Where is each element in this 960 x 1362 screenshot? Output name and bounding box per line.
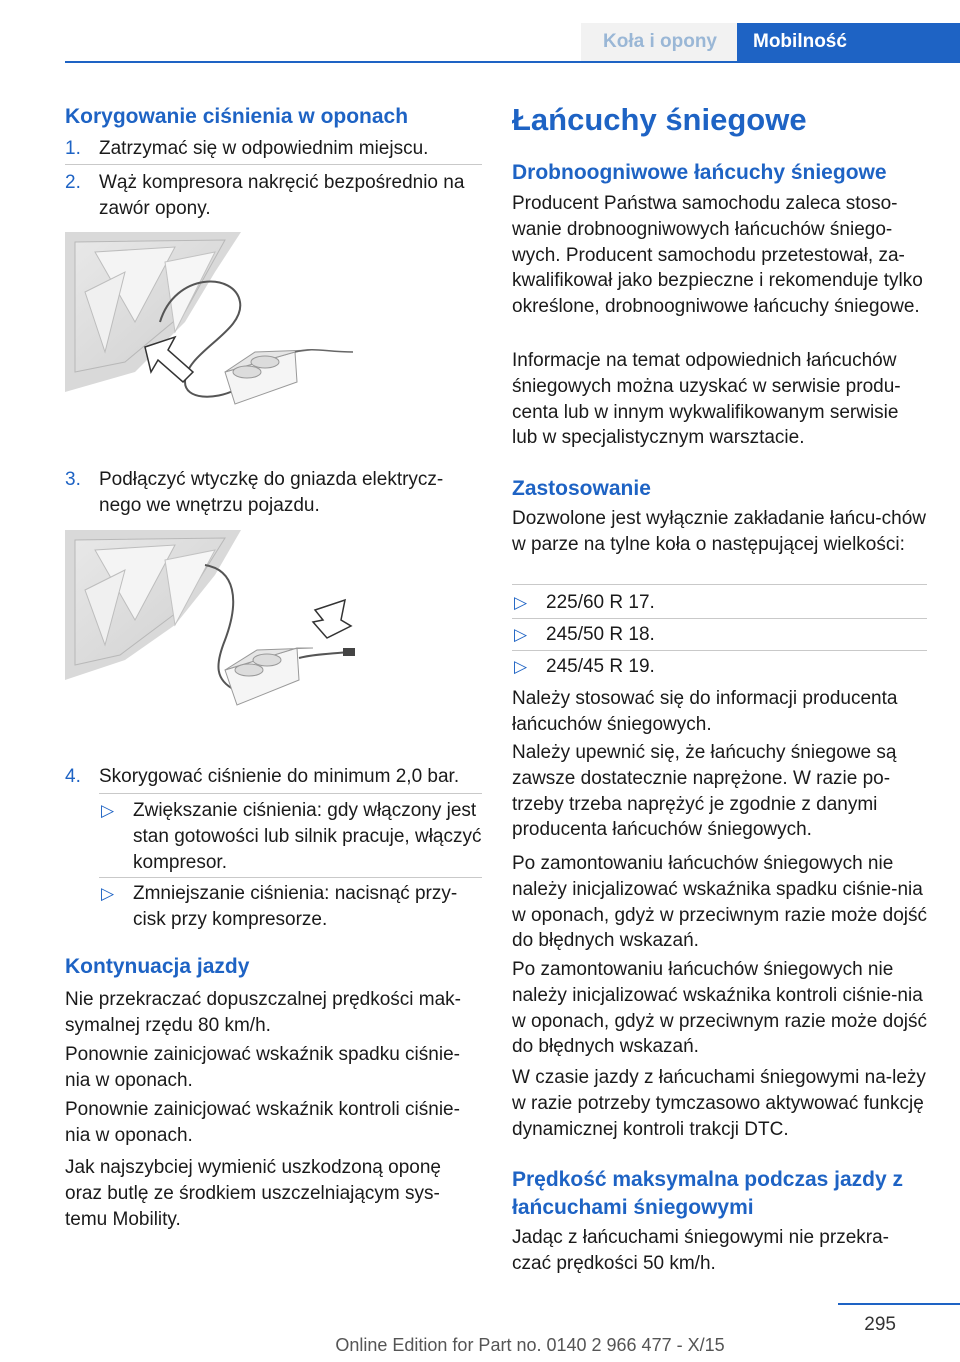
heading-continue: Kontynuacja jazdy [65,955,250,978]
triangle-bullet-icon: ▷ [514,625,528,644]
step-number: 3. [65,469,81,490]
triangle-bullet-icon: ▷ [514,657,528,676]
footer-rule [838,1303,960,1305]
header-rule [65,61,960,63]
step-text: Zatrzymać się w odpowiednim miejscu. [99,138,429,159]
heading-pressure: Korygowanie ciśnienia w oponach [65,105,409,128]
section-tab: Koła i opony [581,23,737,61]
substep-text: Zmniejszanie ciśnienia: nacisnąć przy-cisk przy kompresorze. [133,883,458,930]
paragraph: Producent Państwa samochodu zaleca stoso-wanie drobnoogniwowych łańcuchów śniego-wych. Producent samochodu przetestował, za-kwalifikował jako bezpieczne i rekomenduje tylko określone, drobnoogniwowe łańcuchy śniegowe. [512,193,923,318]
heading-use: Zastosowanie [512,477,651,500]
list-divider [512,584,927,585]
paragraph: Dozwolone jest wyłącznie zakładanie łańcu-chów w parze na tylne koła o następującej wielkości: [512,508,926,555]
chapter-tab: Mobilność [737,23,960,61]
paragraph: Należy upewnić się, że łańcuchy śniegowe są zawsze dostatecznie naprężone. W razie po-trzeby trzeba naprężyć je zgodnie z danymi producenta łańcuchów śniegowych. [512,742,897,841]
size-text: 245/50 R 18. [546,624,655,645]
heading-fine-chains: Drobnoogniwowe łańcuchy śniegowe [512,161,887,184]
substep-divider [99,793,482,794]
paragraph: Należy stosować się do informacji producenta łańcuchów śniegowych. [512,688,898,735]
step-number: 2. [65,172,81,193]
paragraph: Ponownie zainicjować wskaźnik spadku ciśnie-nia w oponach. [65,1044,460,1091]
figure-hose-on-valve [65,232,361,412]
triangle-bullet-icon: ▷ [514,593,528,612]
heading-max-speed: Prędkość maksymalna podczas jazdy z łańcuchami śniegowymi [512,1168,904,1219]
paragraph: Jadąc z łańcuchami śniegowymi nie przekra-czać prędkości 50 km/h. [512,1227,889,1274]
step-text: Skorygować ciśnienie do minimum 2,0 bar. [99,766,460,787]
substep-text: Zwiększanie ciśnienia: gdy włączony jest stan gotowości lub silnik pracuje, włączyć kompresor. [133,800,482,873]
step-number: 4. [65,766,81,787]
paragraph: Jak najszybciej wymienić uszkodzoną oponę oraz butlę ze środkiem uszczelniającym sys-temu Mobility. [65,1157,441,1230]
step-number: 1. [65,138,81,159]
header-tabs [581,23,960,61]
triangle-bullet-icon: ▷ [101,801,115,820]
step-divider [65,164,482,165]
section-title: Łańcuchy śniegowe [512,102,807,137]
paragraph: Ponownie zainicjować wskaźnik kontroli ciśnie-nia w oponach. [65,1099,460,1146]
paragraph: W czasie jazdy z łańcuchami śniegowymi na-leży w razie potrzeby tymczasowo aktywować funkcję dynamicznej kontroli trakcji DTC. [512,1067,926,1140]
substep-divider [99,877,482,878]
paragraph: Po zamontowaniu łańcuchów śniegowych nie należy inicjalizować wskaźnika kontroli ciśnie-nia w oponach, gdyż w przeciwnym razie może dojść do błędnych wskazań. [512,959,928,1058]
page-number: 295 [864,1314,896,1335]
compressor-tire-illustration [65,232,361,412]
triangle-bullet-icon: ▷ [101,884,115,903]
list-divider [512,650,927,651]
figure-plug-connection [65,530,361,716]
paragraph: Po zamontowaniu łańcuchów śniegowych nie należy inicjalizować wskaźnika spadku ciśnie-nia w oponach, gdyż w przeciwnym razie może dojść do błędnych wskazań. [512,853,928,952]
size-text: 245/45 R 19. [546,656,655,677]
size-text: 225/60 R 17. [546,592,655,613]
step-text: Podłączyć wtyczkę do gniazda elektrycz-nego we wnętrzu pojazdu. [99,469,444,516]
compressor-plug-illustration [65,530,361,716]
paragraph: Informacje na temat odpowiednich łańcuchów śniegowych można uzyskać w serwisie produ-centa lub w innym wykwalifikowanym serwisie lub w specjalistycznym warsztacie. [512,350,901,449]
edition-footer: Online Edition for Part no. 0140 2 966 477 - X/15 [335,1335,725,1355]
paragraph: Nie przekraczać dopuszczalnej prędkości mak-symalnej rzędu 80 km/h. [65,989,461,1036]
step-text: Wąż kompresora nakręcić bezpośrednio na zawór opony. [99,172,465,219]
list-divider [512,618,927,619]
